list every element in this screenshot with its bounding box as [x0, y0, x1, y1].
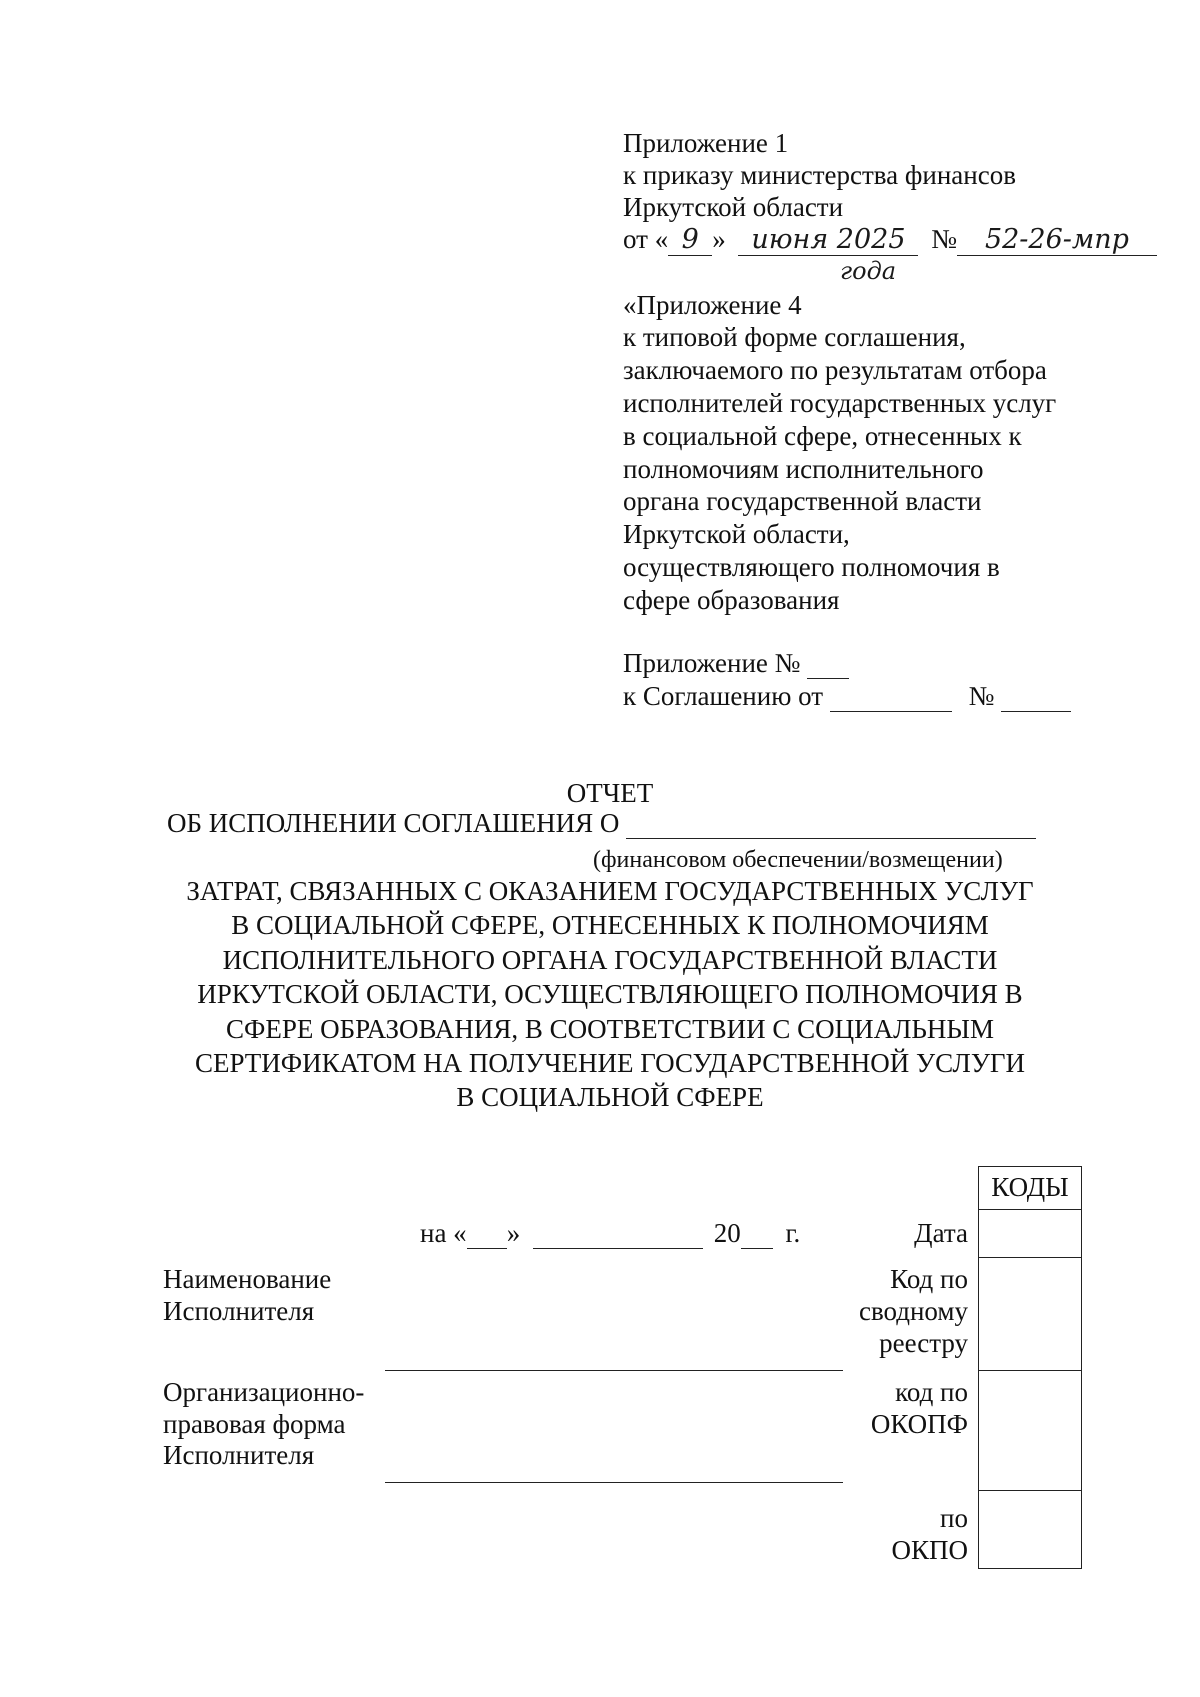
code-cell-registry[interactable] [979, 1257, 1081, 1371]
report-heading-line-1: ЗАТРАТ, СВЯЗАННЫХ С ОКАЗАНИЕМ ГОСУДАРСТВЕННЫХ УСЛУГ [186, 876, 1034, 906]
handwritten-month-year: июня 2025 [738, 224, 918, 256]
appendix4-line-2: к типовой форме соглашения, [623, 322, 966, 352]
date-prefix: от « [623, 224, 669, 254]
agreement-type-hint: (финансовом обеспечении/возмещении) [593, 847, 1003, 873]
appendix4-line-5: в социальной сфере, отнесенных к [623, 421, 1022, 451]
code-label-okopf-2: ОКОПФ [870, 1409, 968, 1439]
codes-header: КОДЫ [991, 1172, 1069, 1202]
code-label-date: Дата [914, 1218, 968, 1248]
report-heading-line-2: В СОЦИАЛЬНОЙ СФЕРЕ, ОТНЕСЕННЫХ К ПОЛНОМОЧИЯМ [231, 910, 989, 940]
report-subtitle-prefix: ОБ ИСПОЛНЕНИИ СОГЛАШЕНИЯ О [167, 808, 620, 838]
codes-header-cell [978, 1166, 1082, 1210]
report-heading-line-6: СЕРТИФИКАТОМ НА ПОЛУЧЕНИЕ ГОСУДАРСТВЕННОЙ УСЛУГИ [194, 1048, 1026, 1078]
report-year-prefix: 20 [713, 1218, 741, 1248]
appendix-1-title: Приложение 1 [623, 128, 789, 158]
report-title: ОТЧЕТ [566, 778, 654, 808]
appendix4-line-9: осуществляющего полномочия в [623, 552, 1000, 582]
report-heading-line-4: ИРКУТСКОЙ ОБЛАСТИ, ОСУЩЕСТВЛЯЮЩЕГО ПОЛНОМОЧИЯ В [197, 979, 1023, 1009]
order-date-line [623, 224, 1157, 256]
code-label-registry-3: реестру [879, 1328, 968, 1358]
agreement-number-field[interactable] [1001, 687, 1071, 712]
report-date-prefix: на « [420, 1218, 467, 1248]
agreement-appendix-number-field[interactable] [807, 654, 849, 679]
code-cell-okopf[interactable] [979, 1370, 1081, 1491]
legal-form-field[interactable] [385, 1482, 843, 1483]
agreement-number-label: № [968, 681, 995, 711]
report-heading-line-3: ИСПОЛНИТЕЛЬНОГО ОРГАНА ГОСУДАРСТВЕННОЙ ВЛАСТИ [222, 945, 998, 975]
agreement-date-line [623, 681, 1071, 712]
handwritten-number: 52-26-мпр [957, 224, 1157, 256]
appendix4-line-7: органа государственной власти [623, 486, 982, 516]
code-label-registry-1: Код по [890, 1264, 968, 1294]
code-label-registry-2: сводному [858, 1296, 968, 1326]
handwritten-day: 9 [668, 224, 712, 256]
agreement-date-label: к Соглашению от [623, 681, 824, 711]
report-subtitle-line [167, 808, 1036, 839]
legal-form-label-2: правовая форма [163, 1409, 346, 1439]
region-line: Иркутской области [623, 192, 844, 222]
report-day-field[interactable] [467, 1224, 507, 1249]
appendix4-line-3: заключаемого по результатам отбора [623, 355, 1047, 385]
agreement-date-field[interactable] [830, 687, 952, 712]
executor-name-label-1: Наименование [163, 1264, 332, 1294]
agreement-appendix-line [623, 648, 849, 679]
appendix4-line-1: «Приложение 4 [623, 290, 802, 320]
report-heading-line-5: СФЕРЕ ОБРАЗОВАНИЯ, В СООТВЕТСТВИИ С СОЦИАЛЬНЫМ [226, 1014, 994, 1044]
appendix4-line-6: полномочиям исполнительного [623, 454, 984, 484]
legal-form-label-3: Исполнителя [163, 1440, 315, 1470]
executor-name-label-2: Исполнителя [163, 1296, 315, 1326]
agreement-appendix-label: Приложение № [623, 648, 801, 678]
report-date-mid: » [506, 1218, 521, 1248]
date-mid: » [712, 224, 726, 254]
number-prefix: № [931, 224, 957, 254]
order-line: к приказу министерства финансов [623, 160, 1016, 190]
report-month-field[interactable] [533, 1224, 703, 1249]
appendix4-line-10: сфере образования [623, 585, 840, 615]
report-heading-line-7: В СОЦИАЛЬНОЙ СФЕРЕ [456, 1082, 764, 1112]
code-label-okopf-1: код по [895, 1377, 968, 1407]
code-label-okpo-1: по [940, 1503, 968, 1533]
code-label-okpo-2: ОКПО [891, 1535, 968, 1565]
report-date-line [420, 1218, 800, 1249]
report-year-field[interactable] [741, 1224, 773, 1249]
handwritten-year-word: года [840, 257, 897, 285]
code-cell-date[interactable] [979, 1210, 1081, 1258]
code-cell-okpo[interactable] [979, 1491, 1081, 1568]
appendix4-line-4: исполнителей государственных услуг [623, 388, 1057, 418]
legal-form-label-1: Организационно- [163, 1377, 365, 1407]
executor-name-field[interactable] [385, 1370, 843, 1371]
report-year-suffix: г. [785, 1218, 801, 1248]
appendix4-line-8: Иркутской области, [623, 519, 850, 549]
agreement-type-field[interactable] [626, 812, 1036, 839]
codes-table [978, 1209, 1082, 1569]
